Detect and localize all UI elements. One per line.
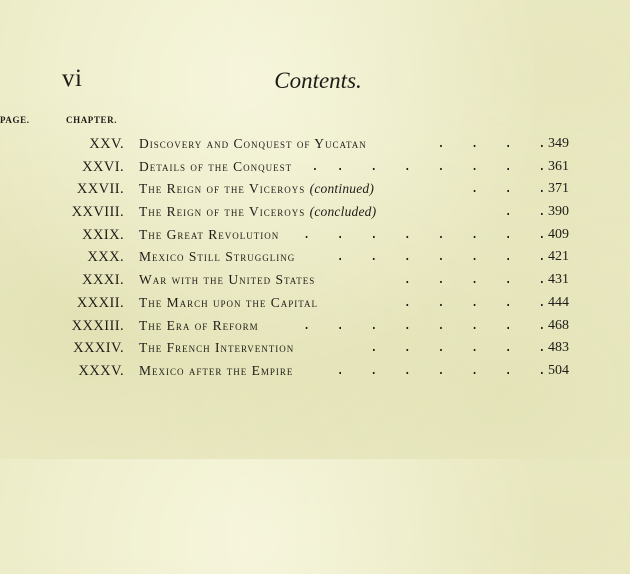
dot-leader: . . . . . bbox=[403, 294, 546, 311]
dot-leader: . . . . . . . bbox=[335, 249, 546, 266]
chapter-page-number: 483 bbox=[548, 340, 569, 356]
dot-leader: . . . . bbox=[436, 136, 546, 152]
toc-entry bbox=[0, 157, 630, 180]
chapter-numeral: XXIX. bbox=[82, 226, 124, 243]
dot-leader: . . bbox=[503, 204, 546, 221]
chapter-title: War with the United States bbox=[139, 272, 316, 288]
chapter-numeral: XXXII. bbox=[76, 294, 124, 311]
chapter-numeral: XXVIII. bbox=[71, 204, 124, 221]
page-number: vi bbox=[62, 65, 83, 92]
chapter-page-number: 421 bbox=[548, 249, 569, 265]
toc-entry bbox=[0, 247, 630, 270]
chapter-title: The Great Revolution bbox=[139, 226, 280, 242]
page-column-header: PAGE. bbox=[0, 115, 30, 125]
chapter-title: The Reign of the Viceroys (concluded) bbox=[139, 204, 377, 220]
dot-leader: . . . . . . . . bbox=[302, 226, 546, 243]
chapter-page-number: 504 bbox=[548, 362, 569, 378]
chapter-numeral: XXV. bbox=[89, 136, 124, 152]
dot-leader: . . . . . bbox=[403, 272, 546, 289]
chapter-numeral: XXXV. bbox=[78, 362, 124, 379]
chapter-numeral: XXXIII. bbox=[71, 317, 124, 334]
table-of-contents bbox=[0, 134, 630, 384]
chapter-title: Details of the Conquest bbox=[139, 158, 293, 174]
chapter-title: The French Intervention bbox=[139, 340, 295, 356]
chapter-title-note: (concluded) bbox=[309, 204, 377, 220]
chapter-title-note: (continued) bbox=[309, 181, 375, 197]
chapter-page-number: 361 bbox=[548, 158, 569, 174]
chapter-page-number: 371 bbox=[548, 181, 569, 197]
chapter-column-header: CHAPTER. bbox=[66, 115, 118, 125]
toc-entry bbox=[0, 134, 630, 157]
dot-leader: . . . . . . . bbox=[335, 362, 546, 379]
chapter-title: Discovery and Conquest of Yucatan bbox=[139, 136, 367, 151]
chapter-page-number: 390 bbox=[548, 204, 569, 220]
chapter-numeral: XXX. bbox=[87, 249, 124, 266]
chapter-title: The Reign of the Viceroys (continued) bbox=[139, 181, 375, 197]
toc-entry bbox=[0, 361, 630, 384]
chapter-page-number: 409 bbox=[548, 226, 569, 242]
dot-leader: . . . . . . . . bbox=[302, 317, 546, 334]
chapter-title: Mexico Still Struggling bbox=[139, 249, 296, 265]
chapter-numeral: XXXIV. bbox=[73, 340, 124, 357]
chapter-title: The March upon the Capital bbox=[139, 294, 319, 310]
chapter-numeral: XXVII. bbox=[76, 181, 124, 198]
dot-leader: . . . . . . . . bbox=[310, 158, 546, 175]
chapter-numeral: XXXI. bbox=[82, 272, 124, 289]
toc-entry bbox=[0, 225, 630, 248]
toc-entry bbox=[0, 202, 630, 225]
chapter-page-number: 349 bbox=[548, 136, 569, 151]
chapter-title: The Era of Reform bbox=[139, 317, 259, 333]
chapter-page-number: 431 bbox=[548, 272, 569, 288]
toc-entry bbox=[0, 338, 630, 361]
chapter-page-number: 444 bbox=[548, 294, 569, 310]
dot-leader: . . . bbox=[470, 181, 546, 198]
chapter-page-number: 468 bbox=[548, 317, 569, 333]
toc-entry bbox=[0, 293, 630, 316]
chapter-numeral: XXVI. bbox=[82, 158, 124, 175]
toc-entry bbox=[0, 270, 630, 293]
toc-entry bbox=[0, 316, 630, 339]
dot-leader: . . . . . . bbox=[369, 340, 546, 357]
toc-entry bbox=[0, 179, 630, 202]
chapter-title: Mexico after the Empire bbox=[139, 362, 294, 378]
page-title: Contents. bbox=[274, 68, 362, 93]
